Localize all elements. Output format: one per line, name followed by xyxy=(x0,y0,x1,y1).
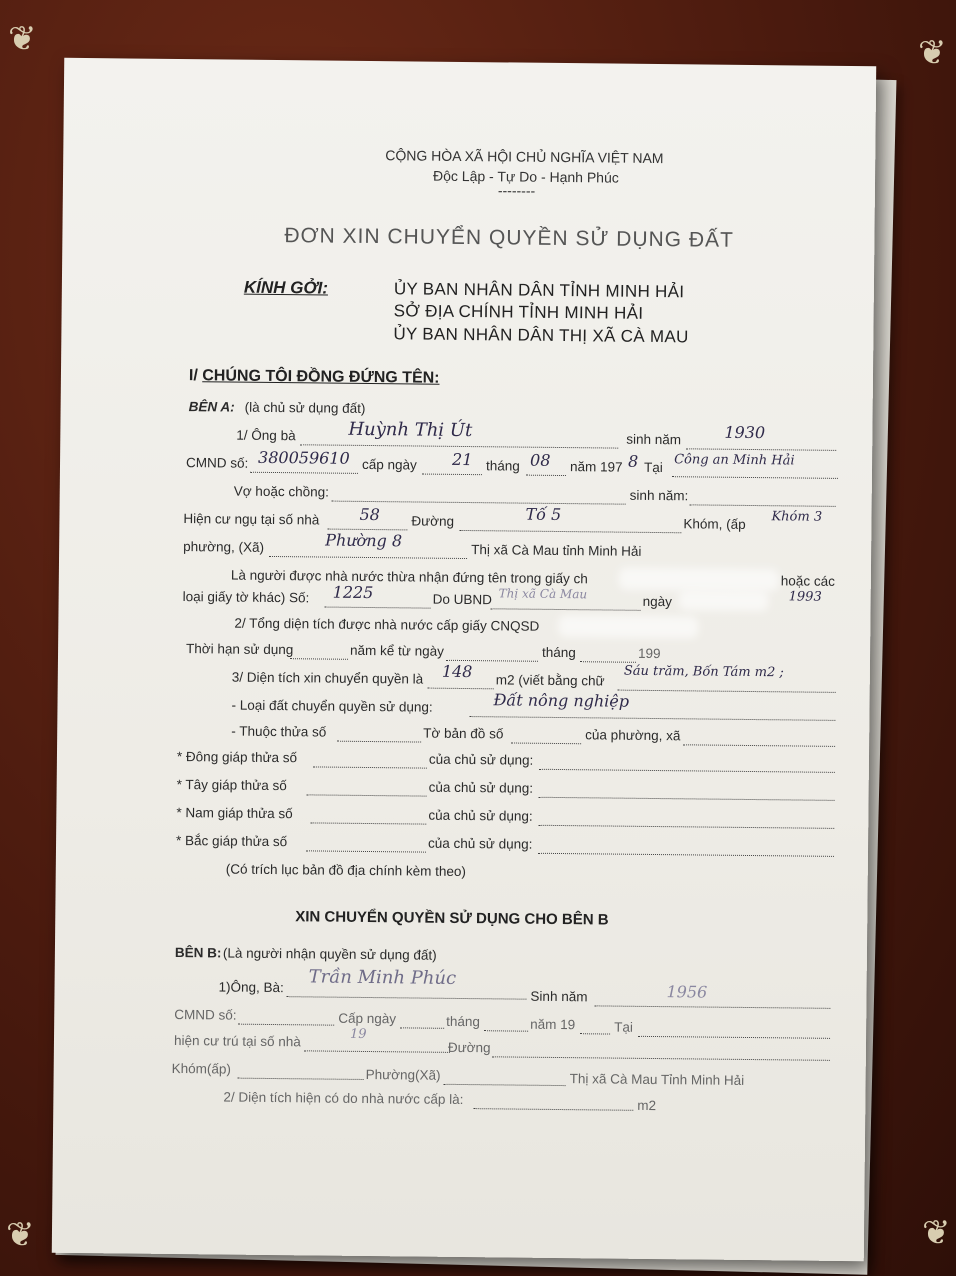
document-page xyxy=(52,58,876,1261)
sinh-nam-value: 1930 xyxy=(724,422,766,443)
to-ban-do-label: Tờ bản đồ số xyxy=(423,725,504,742)
dong-giap-label: * Đông giáp thửa số xyxy=(176,749,298,766)
ben-b-thang-label: tháng xyxy=(446,1013,481,1030)
cua-phuong-label: của phường, xã xyxy=(585,727,681,744)
phuong-value: Phường 8 xyxy=(325,530,403,551)
trich-luc-note: (Có trích lục bản đồ địa chính kèm theo) xyxy=(225,861,466,880)
tong-dien-tich-label: 2/ Tổng diện tích được nhà nước cấp giấy CNQSD xyxy=(234,615,540,634)
tay-giap-owner-label: của chủ sử dụng: xyxy=(428,779,534,796)
ben-b-label: BÊN B: xyxy=(174,944,222,961)
national-motto: Độc Lập - Tự Do - Hạnh Phúc xyxy=(432,167,619,186)
dong-giap-owner-label: của chủ sử dụng: xyxy=(428,751,534,768)
header-separator: -------- xyxy=(497,182,536,199)
nam-giap-label: * Nam giáp thửa số xyxy=(176,804,293,822)
do-ubnd-value: Thị xã Cà Mau xyxy=(498,586,588,602)
ben-b-thi-xa-text: Thị xã Cà Mau Tỉnh Minh Hải xyxy=(569,1071,745,1088)
dien-tich-xin-label: 3/ Diện tích xin chuyển quyền là xyxy=(231,669,424,687)
thua-nhan-tail: hoặc các xyxy=(780,573,835,589)
khom-value: Khóm 3 xyxy=(771,509,823,525)
duong-value: Tố 5 xyxy=(525,504,562,525)
khom-label: Khóm, (ấp xyxy=(683,516,746,532)
ben-b-ong-ba-value: Trần Minh Phúc xyxy=(308,966,457,989)
thua-nhan-text: Là người được nhà nước thừa nhận đứng tên trong giấy ch xyxy=(230,567,588,587)
national-title: CỘNG HÒA XÃ HỘI CHỦ NGHĨA VIỆT NAM xyxy=(385,147,664,167)
nam-value: 8 xyxy=(627,451,639,471)
ben-b-dien-tich-label: 2/ Diện tích hiện có do nhà nước cấp là: xyxy=(223,1089,464,1108)
loai-giay-label: loại giấy tờ khác) Số: xyxy=(182,589,310,606)
cap-ngay-label: cấp ngày xyxy=(361,456,417,473)
thoi-han-label: Thời hạn sử dụng xyxy=(186,641,294,658)
ben-b-duong-label: Đường xyxy=(447,1039,491,1056)
so-nha-value: 58 xyxy=(359,504,380,525)
thang2-label: tháng xyxy=(542,644,576,661)
ben-b-m2-label: m2 xyxy=(637,1097,657,1114)
dien-tich-xin-value: 148 xyxy=(441,661,473,682)
ben-b-khom-label: Khóm(ấp) xyxy=(171,1060,232,1077)
ben-b-phuong-label: Phường(Xã) xyxy=(365,1066,441,1083)
do-ubnd-label: Do UBND xyxy=(432,591,492,608)
corner-ornament-icon: ❦ xyxy=(918,34,947,72)
ben-a-label: BÊN A: xyxy=(188,399,235,415)
sinh-nam-label: sinh năm xyxy=(626,431,682,448)
cmnd-label: CMND số: xyxy=(185,455,249,471)
ben-b-tai-label: Tại xyxy=(614,1019,634,1035)
bac-giap-label: * Bắc giáp thửa số xyxy=(176,832,288,850)
tai-label: Tại xyxy=(643,459,663,476)
corner-ornament-icon: ❦ xyxy=(6,1216,35,1254)
kinh-goi-label: KÍNH GỞI: xyxy=(243,277,329,298)
ong-ba-value: Huỳnh Thị Út xyxy=(348,418,473,442)
thang-label: tháng xyxy=(485,458,520,474)
corner-ornament-icon: ❦ xyxy=(922,1214,951,1252)
duong-label: Đường xyxy=(411,513,455,529)
section-1-title: CHÚNG TÔI ĐỒNG ĐỨNG TÊN: xyxy=(202,367,440,387)
recipient-1: ỦY BAN NHÂN DÂN TỈNH MINH HẢI xyxy=(393,279,685,302)
recipient-2: SỞ ĐỊA CHÍNH TỈNH MINH HẢI xyxy=(393,301,644,323)
ben-b-so-nha-value: 19 xyxy=(349,1026,367,1043)
nam-giap-owner-label: của chủ sử dụng: xyxy=(428,807,533,824)
vo-chong-sinh-nam-label: sinh năm: xyxy=(629,487,689,504)
ong-ba-label: 1/ Ông bà xyxy=(236,427,296,444)
ben-b-note: (Là người nhận quyền sử dụng đất) xyxy=(222,945,437,963)
document-title: ĐƠN XIN CHUYỂN QUYỀN SỬ DỤNG ĐẤT xyxy=(284,224,735,252)
bac-giap-owner-label: của chủ sử dụng: xyxy=(427,835,533,852)
nam-label: năm 197 xyxy=(569,459,623,475)
ben-b-sinh-nam-value: 1956 xyxy=(666,982,708,1002)
phuong-label: phường, (Xã) xyxy=(183,539,265,555)
m2-label: m2 (viết bằng chữ xyxy=(495,672,605,689)
vo-chong-label: Vợ hoặc chồng: xyxy=(233,483,329,500)
section-1-roman: I/ xyxy=(188,367,198,385)
ben-a-note: (là chủ sử dụng đất) xyxy=(244,399,366,416)
ben-b-nam19-label: năm 19 xyxy=(530,1016,576,1033)
ben-b-ong-ba-label: 1)Ông, Bà: xyxy=(218,979,284,996)
tai-value: Công an Minh Hải xyxy=(674,452,795,469)
loai-dat-value: Đất nông nghiệp xyxy=(493,690,630,711)
section-b-title: XIN CHUYỂN QUYỀN SỬ DỤNG CHO BÊN B xyxy=(295,908,609,929)
loai-giay-value: 1225 xyxy=(332,582,374,603)
cmnd-value: 380059610 xyxy=(258,447,350,468)
thuoc-thua-label: - Thuộc thửa số xyxy=(231,723,327,740)
bang-chu-value: Sáu trăm, Bốn Tám m2 ; xyxy=(623,663,784,681)
ben-b-sinh-nam-label: Sinh năm xyxy=(530,988,588,1005)
thi-xa-text: Thị xã Cà Mau tỉnh Minh Hải xyxy=(471,542,642,559)
nam-ke-label: năm kể từ ngày xyxy=(350,642,445,659)
recipient-3: ỦY BAN NHÂN DÂN THỊ XÃ CÀ MAU xyxy=(393,324,689,347)
nam199-label: 199 xyxy=(637,645,661,662)
ben-b-cu-tru-label: hiện cư trú tại số nhà xyxy=(173,1032,301,1050)
ben-b-cap-ngay-label: Cấp ngày xyxy=(338,1010,397,1027)
cap-ngay-value: 21 xyxy=(451,449,473,470)
tay-giap-label: * Tây giáp thửa số xyxy=(176,776,287,794)
corner-ornament-icon: ❦ xyxy=(8,20,37,58)
ngay-label: ngày xyxy=(642,593,672,610)
thang-value: 08 xyxy=(529,450,551,470)
section-1-heading xyxy=(189,367,440,388)
ben-b-cmnd-label: CMND số: xyxy=(174,1006,237,1023)
nam-cap-value: 1993 xyxy=(788,589,822,605)
loai-dat-label: - Loại đất chuyển quyền sử dụng: xyxy=(231,697,433,715)
dia-chi-label: Hiện cư ngụ tại số nhà xyxy=(183,511,320,528)
